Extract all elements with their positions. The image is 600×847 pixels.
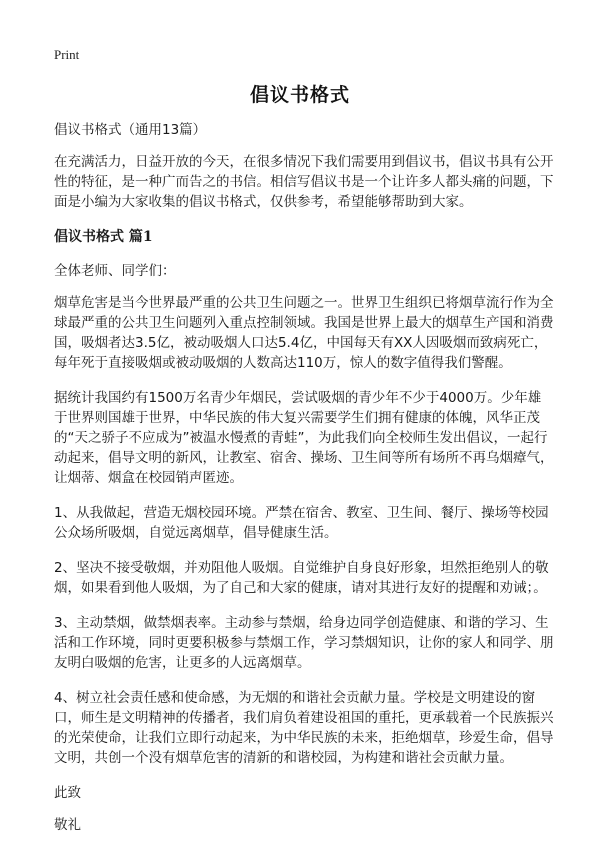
page-title: 倡议书格式: [249, 84, 350, 106]
section-heading: 倡议书格式 篇1: [54, 229, 153, 245]
closing-line-1: 此致: [54, 785, 81, 801]
paragraph-6: 4、树立社会责任感和使命感，为无烟的和谐社会贡献力量。学校是文明建设的窗口，师生是文明精神的传播者，我们肩负着建设祖国的重托，更承载着一个民族振兴的光荣使命，让我们立即行动起来，为中华民族的未来，拒绝烟草，珍爱生命，倡导文明，共创一个没有烟草危害的清新的和谐校园，为构建和谐社会贡献力量。: [54, 690, 554, 766]
paragraph-5: 3、主动禁烟，做禁烟表率。主动参与禁烟，给身边同学创造健康、和谐的学习、生活和工作环境，同时更要积极参与禁烟工作，学习禁烟知识，让你的家人和同学、朋友明白吸烟的危害，让更多的人远离烟草。: [54, 615, 554, 671]
paragraph-3: 1、从我做起，营造无烟校园环境。严禁在宿舍、教室、卫生间、餐厅、操场等校园公众场所吸烟，自觉远离烟草，倡导健康生活。: [54, 505, 549, 541]
paragraph-4: 2、坚决不接受敬烟，并劝阻他人吸烟。自觉维护自身良好形象，坦然拒绝别人的敬烟，如果看到他人吸烟，为了自己和大家的健康，请对其进行友好的提醒和劝诫；。: [54, 560, 549, 596]
paragraph-1: 烟草危害是当今世界最严重的公共卫生问题之一。世界卫生组织已将烟草流行作为全球最严重的公共卫生问题列入重点控制领域。我国是世界上最大的烟草生产国和消费国，吸烟者达3.5亿，被动吸烟人口达5.4亿，中国每天有XX人因吸烟而致病死亡，每年死于直接吸烟或被动吸烟的人数高达110万，惊人的数字值得我们警醒。: [54, 295, 554, 371]
document-body: [54, 120, 554, 847]
closing-line-2: 敬礼: [54, 817, 81, 833]
print-link[interactable]: Print: [54, 47, 80, 62]
intro-paragraph: 在充满活力，日益开放的今天，在很多情况下我们需要用到倡议书，倡议书具有公开性的特征，是一种广而告之的书信。相信写倡议书是一个让许多人都头痛的问题，下面是小编为大家收集的倡议书格式，仅供参考，希望能够帮助到大家。: [54, 154, 554, 210]
salutation: 全体老师、同学们：: [54, 263, 176, 279]
paragraph-2: 据统计我国约有1500万名青少年烟民，尝试吸烟的青少年不少于4000万。少年雄于世界则国雄于世界，中华民族的伟大复兴需要学生们拥有健康的体魄，风华正茂的“天之骄子不应成为”被温水慢煮的青蛙”，为此我们向全校师生发出倡议，一起行动起来，倡导文明的新风，让教室、宿舍、操场、卫生间等所有场所不再乌烟瘴气，让烟蒂、烟盒在校园销声匿迹。: [54, 390, 554, 486]
document-subtitle: 倡议书格式（通用13篇）: [54, 122, 207, 138]
